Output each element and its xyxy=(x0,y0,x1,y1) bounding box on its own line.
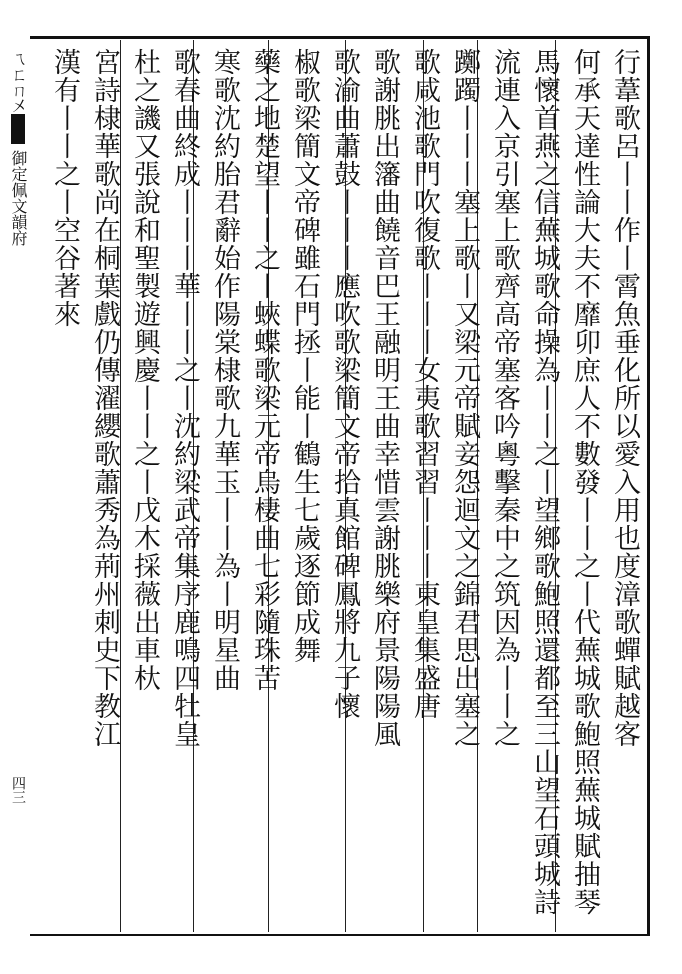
text-column: 歌春曲終成丨丨丨華丨丨之丨沈約梁武帝集序鹿鳴四牡皇 xyxy=(169,48,200,748)
margin-top-fragment: ㄟㄈㄇ㐅 xyxy=(9,50,28,114)
book-title: 御定佩文韻府 xyxy=(9,150,28,246)
text-column: 歌渝曲蕭鼓丨丨丨應吹歌梁簡文帝拾真館碑鳳將九子懷 xyxy=(329,48,360,720)
text-column: 椒歌梁簡文帝碑雖石門拯丨能丨鶴生七歲逐節成舞 xyxy=(289,48,320,664)
text-column: 歌謝朓出籓曲饒音巴王融明王曲幸惜雲謝朓樂府景陽陽風 xyxy=(369,48,400,748)
text-column: 躑躅丨丨丨塞上歌丨又梁元帝賦妾怨迴文之錦君思出塞之 xyxy=(449,48,480,748)
text-column: 馬懷首燕之信蕪城歌命操為丨丨之丨望鄉歌鮑照還都至三山望石頭城詩 xyxy=(529,48,560,916)
text-column: 流連入京引塞上歌齊高帝塞客吟粵擊秦中之筑因為丨丨之 xyxy=(489,48,520,748)
page-number: 四三 xyxy=(10,776,26,804)
text-column: 行葦歌呂丨丨作丨霄魚垂化所以愛入用也度漳歌蟬賦越客 xyxy=(609,48,640,748)
text-column: 歌咸池歌門吹復歌丨丨丨女夷歌習習丨丨丨東皇集盛唐 xyxy=(409,48,440,720)
text-column: 何承天達性論大夫不靡卯庶人不數發丨丨之丨代蕪城歌鮑照蕪城賦抽琴 xyxy=(569,48,600,916)
text-column: 寒歌沈約胎君辭始作陽棠棣歌九華玉丨丨為丨明星曲 xyxy=(209,48,240,692)
text-column: 宮詩棣華歌尚在桐葉戲仍傳濯纓歌蕭秀為荊州刺史下教江 xyxy=(89,48,120,748)
text-column: 漢有丨丨之丨空谷著來 xyxy=(49,48,80,328)
text-column: 杜之譏又張說和聖製遊興慶丨丨之丨戊木採薇出車杕 xyxy=(129,48,160,692)
text-column: 藥之地楚望丨丨之丨蛺蝶歌梁元帝烏棲曲七彩隨珠苦 xyxy=(249,48,280,692)
margin-black-bar xyxy=(11,114,25,144)
